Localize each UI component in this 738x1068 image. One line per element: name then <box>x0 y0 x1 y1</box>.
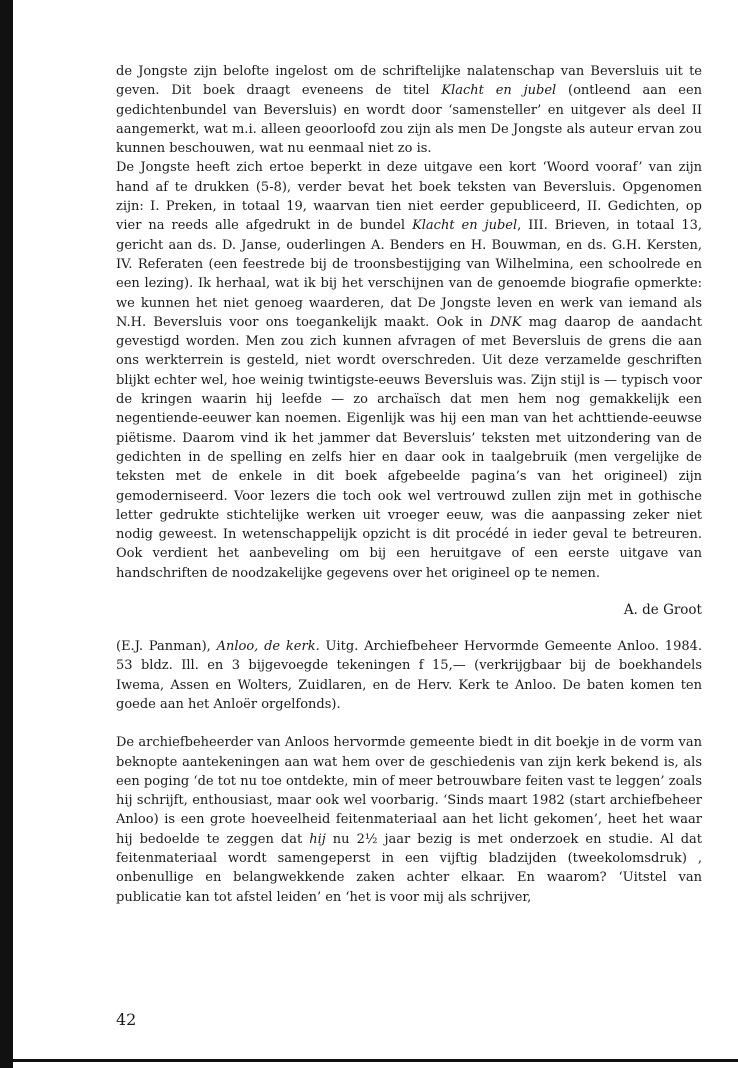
bottom-scan-border <box>13 1059 738 1062</box>
italic-text: hij <box>309 831 326 847</box>
italic-text: Anloo, de kerk. <box>216 639 320 655</box>
text-run: mag daarop de aandacht gevestigd worden. Men zou zich kunnen afvragen of met Beversluis de grens die aan ons werkterrein is gesteld, niet wordt overschreden. Uit deze verzamelde geschriften blijkt echter wel, hoe weinig twintigste-eeuws Beversluis was. Zijn stijl is — typisch voor de kringen waarin hij leefde — zo archaïsch dat men hem nog gemakkelijk een negentiende-eeuwer kan noemen. Eigenlijk was hij een man van het achttiende-eeuwse piëtisme. Daarom vind ik het jammer dat Beversluis’ teksten met uitzondering van de gedichten in de spelling en zelfs hier en daar ook in taalgebruik (men vergelijke de teksten met de enkele in dit boek afgebeelde pagina’s van het origineel) zijn gemoderniseerd. Voor lezers die toch ook wel vertrouwd zullen zijn met in gothische letter gedrukte stichtelijke werken uit vroeger eeuw, was die aanpassing zeker niet nodig geweest. In wetenschappelijk opzicht is dit procédé in ieder geval te betreuren. Ook verdient het aanbeveling om bij een heruitgave of een eerste uitgave van handschriften de noodzakelijke gegevens over het origineel op te nemen. <box>116 314 702 581</box>
text-run: Uitg. Archiefbeheer Hervormde Gemeente Anloo. 1984. 53 bldz. Ill. en 3 bijgevoegde tekeningen f 15,— (verkrijgbaar bij de boekhandels Iwema, Assen en Wolters, Zuidlaren, en de Herv. Kerk te Anloo. De baten komen ten goede aan het Anloër orgelfonds). <box>116 639 703 712</box>
review-2-paragraph-1 <box>116 733 702 907</box>
text-run: (E.J. Panman), <box>116 639 217 655</box>
review-2-reference <box>116 637 702 714</box>
left-scan-border <box>0 0 13 1068</box>
text-run: (ontleend aan een gedichtenbundel van Beversluis) en wordt door ‘samensteller’ en uitgever als deel II aangemerkt, wat m.i. alleen geoorloofd zou zijn als men De Jongste als auteur ervan zou kunnen beschouwen, wat nu eenmaal niet zo is. <box>116 83 703 157</box>
review-1-paragraph-2 <box>116 158 702 583</box>
page-number: 42 <box>116 1010 137 1029</box>
page-content <box>116 62 702 907</box>
italic-text: Klacht en jubel <box>441 83 557 99</box>
text-run: De Jongste heeft zich ertoe beperkt in deze uitgave een kort ‘Woord vooraf’ van zijn hand af te drukken (5-8), verder bevat het boek teksten van Beversluis. Opgenomen zijn: I. Preken, in totaal 19, waarvan tien niet eerder gepubliceerd, II. Gedichten, op vier na reeds alle afgedrukt in de bundel <box>116 160 702 234</box>
review-1-paragraph-1 <box>116 62 702 158</box>
text-run: nu 2½ jaar bezig is met onderzoek en studie. Al dat feitenmateriaal wordt samengeperst in een vijftig bladzijden (tweekolomsdruk) , onbenullige en belangwekkende zaken achter elkaar. En waarom? ‘Uitstel van publicatie kan tot afstel leiden’ en ‘het is voor mij als schrijver, <box>116 831 702 905</box>
italic-text: Klacht en jubel <box>412 218 518 234</box>
reference-text <box>116 637 702 714</box>
review-1 <box>116 62 702 583</box>
italic-text: DNK <box>489 314 522 330</box>
review-2-body <box>116 733 702 907</box>
text-run: de Jongste zijn belofte ingelost om de schriftelijke nalatenschap van Beversluis uit te geven. Dit boek draagt eveneens de titel <box>116 64 702 99</box>
review-1-signature: A. de Groot <box>623 602 702 619</box>
text-run: , III. Brieven, in totaal 13, gericht aan ds. D. Janse, ouderlingen A. Benders en H. Bouwman, en ds. G.H. Kersten, IV. Referaten (een feestrede bij de troonsbestijging van Wilhelmina, een schoolrede en een lezing). Ik herhaal, wat ik bij het verschijnen van de genoemde biografie opmerkte: we kunnen het niet genoeg waarderen, dat De Jongste leven en werk van iemand als N.H. Beversluis voor ons toegankelijk maakt. Ook in <box>116 218 702 330</box>
text-run: De archiefbeheerder van Anloos hervormde gemeente biedt in dit boekje in de vorm van beknopte aantekeningen aan wat hem over de geschiedenis van zijn kerk bekend is, als een poging ‘de tot nu toe ontdekte, min of meer betrouwbare feiten vast te leggen’ zoals hij schrijft, enthousiast, maar ook wel voorbarig. ‘Sinds maart 1982 (start archiefbeheer Anloo) is een grote hoeveelheid feitenmateriaal aan het licht gekomen’, heet het waar hij bedoelde te zeggen dat <box>116 735 702 847</box>
